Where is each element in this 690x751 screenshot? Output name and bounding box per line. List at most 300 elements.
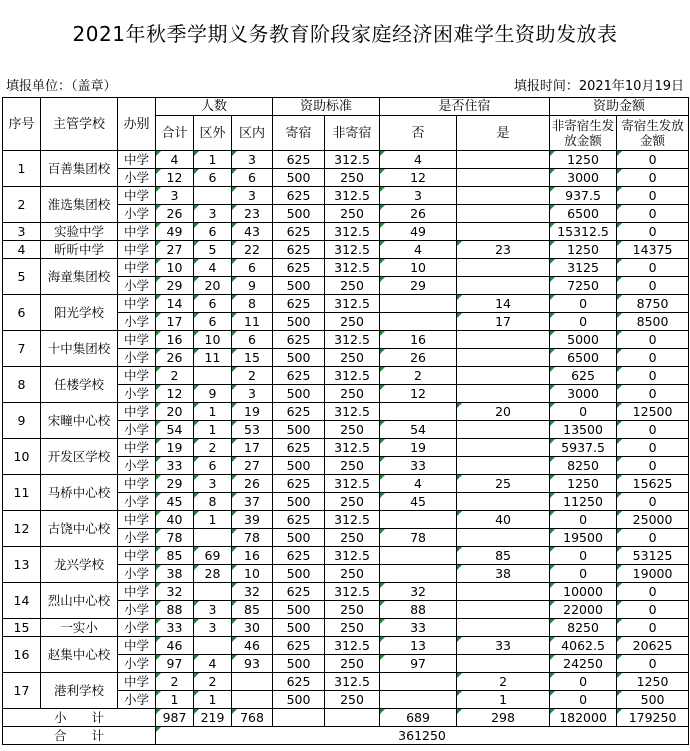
cell-level: 小学 (118, 601, 156, 619)
cell-outside: 1 (194, 403, 232, 421)
cell-outside: 1 (194, 511, 232, 529)
cell-school: 百善集团校 (41, 151, 118, 187)
cell-no-res: 45 (380, 493, 457, 511)
cell-total: 26 (156, 349, 194, 367)
table-row (3, 475, 689, 493)
cell-nb-amount: 0 (550, 295, 617, 313)
cell-no-res: 26 (380, 205, 457, 223)
cell-no-res (380, 673, 457, 691)
table-row (3, 673, 689, 691)
cell-inside: 10 (232, 565, 273, 583)
cell-no-res: 2 (380, 367, 457, 385)
cell-total: 45 (156, 493, 194, 511)
cell-outside: 2 (194, 439, 232, 457)
cell-nonboarding: 312.5 (325, 331, 380, 349)
cell-nb-amount: 1250 (550, 241, 617, 259)
cell-yes-res: 23 (457, 241, 550, 259)
table-row (3, 187, 689, 205)
cell-b-amount: 0 (617, 367, 689, 385)
cell-no: 14 (3, 583, 41, 619)
page-title: 2021年秋季学期义务教育阶段家庭经济困难学生资助发放表 (72, 22, 618, 46)
cell-yes-res: 25 (457, 475, 550, 493)
table-row (3, 241, 689, 259)
cell-yes-res (457, 187, 550, 205)
cell-b-amount: 15625 (617, 475, 689, 493)
cell-boarding: 625 (273, 367, 325, 385)
cell-boarding: 625 (273, 151, 325, 169)
cell-school: 港利学校 (41, 673, 118, 709)
cell-no-res (380, 565, 457, 583)
cell-inside: 32 (232, 583, 273, 601)
cell-yes-res (457, 601, 550, 619)
cell-school: 烈山中心校 (41, 583, 118, 619)
cell-yes-res: 85 (457, 547, 550, 565)
subtotal-outside: 219 (194, 709, 232, 727)
cell-boarding: 625 (273, 511, 325, 529)
cell-inside: 43 (232, 223, 273, 241)
header-total: 合计 (156, 116, 194, 151)
cell-b-amount: 0 (617, 277, 689, 295)
cell-outside: 5 (194, 241, 232, 259)
cell-outside: 4 (194, 655, 232, 673)
cell-total: 2 (156, 673, 194, 691)
cell-nonboarding: 312.5 (325, 223, 380, 241)
cell-b-amount: 500 (617, 691, 689, 709)
cell-boarding: 500 (273, 205, 325, 223)
cell-b-amount: 14375 (617, 241, 689, 259)
cell-yes-res (457, 439, 550, 457)
cell-nb-amount: 3000 (550, 169, 617, 187)
cell-boarding: 500 (273, 169, 325, 187)
cell-b-amount: 0 (617, 349, 689, 367)
cell-no-res: 4 (380, 475, 457, 493)
cell-boarding: 500 (273, 655, 325, 673)
cell-nb-amount: 3000 (550, 385, 617, 403)
cell-b-amount: 0 (617, 223, 689, 241)
cell-nb-amount: 0 (550, 403, 617, 421)
cell-outside: 1 (194, 421, 232, 439)
cell-level: 小学 (118, 385, 156, 403)
cell-inside: 22 (232, 241, 273, 259)
cell-total: 97 (156, 655, 194, 673)
cell-nb-amount: 22000 (550, 601, 617, 619)
cell-boarding: 500 (273, 421, 325, 439)
cell-no-res: 13 (380, 637, 457, 655)
cell-nb-amount: 8250 (550, 457, 617, 475)
cell-boarding: 625 (273, 403, 325, 421)
cell-total: 19 (156, 439, 194, 457)
cell-total: 29 (156, 475, 194, 493)
cell-yes-res (457, 349, 550, 367)
cell-b-amount: 0 (617, 619, 689, 637)
cell-boarding: 500 (273, 529, 325, 547)
cell-no-res (380, 691, 457, 709)
cell-nonboarding: 312.5 (325, 637, 380, 655)
cell-boarding: 500 (273, 493, 325, 511)
cell-school: 任楼学校 (41, 367, 118, 403)
cell-boarding: 625 (273, 259, 325, 277)
cell-b-amount: 19000 (617, 565, 689, 583)
header-level: 办别 (118, 98, 156, 151)
subtotal-nb-amount: 182000 (550, 709, 617, 727)
cell-outside: 3 (194, 475, 232, 493)
cell-total: 16 (156, 331, 194, 349)
cell-yes-res (457, 331, 550, 349)
cell-inside: 93 (232, 655, 273, 673)
cell-inside (232, 691, 273, 709)
cell-inside: 6 (232, 331, 273, 349)
cell-no-res (380, 313, 457, 331)
cell-no: 11 (3, 475, 41, 511)
cell-nonboarding: 250 (325, 277, 380, 295)
cell-outside: 9 (194, 385, 232, 403)
cell-inside: 53 (232, 421, 273, 439)
cell-inside: 3 (232, 187, 273, 205)
cell-no: 12 (3, 511, 41, 547)
cell-nb-amount: 7250 (550, 277, 617, 295)
cell-inside: 30 (232, 619, 273, 637)
cell-level: 小学 (118, 313, 156, 331)
cell-b-amount: 53125 (617, 547, 689, 565)
cell-inside: 6 (232, 169, 273, 187)
header-yes-residence: 是 (457, 116, 550, 151)
cell-nonboarding: 250 (325, 205, 380, 223)
cell-no-res: 33 (380, 457, 457, 475)
cell-inside: 15 (232, 349, 273, 367)
cell-no: 6 (3, 295, 41, 331)
cell-outside: 6 (194, 169, 232, 187)
cell-total: 3 (156, 187, 194, 205)
grand-value: 361250 (156, 727, 689, 745)
cell-level: 小学 (118, 655, 156, 673)
cell-level: 小学 (118, 529, 156, 547)
cell-no-res: 4 (380, 151, 457, 169)
cell-yes-res (457, 529, 550, 547)
cell-total: 4 (156, 151, 194, 169)
cell-yes-res: 38 (457, 565, 550, 583)
cell-inside: 17 (232, 439, 273, 457)
cell-total: 33 (156, 619, 194, 637)
cell-school: 龙兴学校 (41, 547, 118, 583)
cell-boarding: 500 (273, 457, 325, 475)
cell-nonboarding: 250 (325, 457, 380, 475)
cell-nonboarding: 250 (325, 691, 380, 709)
cell-boarding: 625 (273, 331, 325, 349)
table-row (3, 259, 689, 277)
cell-nonboarding: 250 (325, 655, 380, 673)
funding-table (2, 97, 689, 745)
cell-level: 小学 (118, 169, 156, 187)
subtotal-empty-b (325, 709, 380, 727)
cell-inside: 37 (232, 493, 273, 511)
cell-school: 实验中学 (41, 223, 118, 241)
cell-inside: 19 (232, 403, 273, 421)
cell-no-res: 3 (380, 187, 457, 205)
header-nonboarding: 非寄宿 (325, 116, 380, 151)
cell-no: 16 (3, 637, 41, 673)
cell-level: 小学 (118, 565, 156, 583)
grand-label: 合 计 (3, 727, 156, 745)
cell-inside: 27 (232, 457, 273, 475)
cell-level: 中学 (118, 367, 156, 385)
cell-yes-res (457, 367, 550, 385)
cell-nb-amount: 1250 (550, 475, 617, 493)
header-nb-amount: 非寄宿生发放金额 (550, 116, 617, 151)
cell-inside: 3 (232, 385, 273, 403)
cell-boarding: 500 (273, 313, 325, 331)
cell-outside: 6 (194, 313, 232, 331)
cell-no: 2 (3, 187, 41, 223)
cell-yes-res: 33 (457, 637, 550, 655)
cell-level: 中学 (118, 547, 156, 565)
cell-no-res (380, 547, 457, 565)
cell-school: 阳光学校 (41, 295, 118, 331)
date-label: 填报时间：2021年10月19日 (513, 79, 684, 94)
cell-nb-amount: 3125 (550, 259, 617, 277)
header-residence: 是否住宿 (380, 98, 550, 116)
cell-inside: 78 (232, 529, 273, 547)
subtotal-label: 小 计 (3, 709, 156, 727)
cell-yes-res (457, 385, 550, 403)
cell-nonboarding: 312.5 (325, 187, 380, 205)
cell-no-res: 10 (380, 259, 457, 277)
cell-total: 12 (156, 385, 194, 403)
cell-no-res (380, 295, 457, 313)
cell-inside: 6 (232, 259, 273, 277)
cell-school: 马桥中心校 (41, 475, 118, 511)
cell-boarding: 625 (273, 439, 325, 457)
cell-no-res: 16 (380, 331, 457, 349)
cell-yes-res: 14 (457, 295, 550, 313)
cell-outside: 20 (194, 277, 232, 295)
cell-level: 小学 (118, 421, 156, 439)
table-row (3, 511, 689, 529)
header-b-amount: 寄宿生发放金额 (617, 116, 689, 151)
cell-level: 小学 (118, 277, 156, 295)
cell-boarding: 625 (273, 241, 325, 259)
cell-nonboarding: 250 (325, 529, 380, 547)
cell-no: 3 (3, 223, 41, 241)
cell-total: 17 (156, 313, 194, 331)
grand-total-row (3, 727, 689, 745)
cell-b-amount: 1250 (617, 673, 689, 691)
cell-inside: 23 (232, 205, 273, 223)
cell-nb-amount: 6500 (550, 205, 617, 223)
cell-b-amount: 0 (617, 169, 689, 187)
cell-b-amount: 0 (617, 205, 689, 223)
cell-no-res: 54 (380, 421, 457, 439)
cell-school: 十中集团校 (41, 331, 118, 367)
cell-nb-amount: 0 (550, 691, 617, 709)
cell-nonboarding: 312.5 (325, 511, 380, 529)
cell-no-res: 19 (380, 439, 457, 457)
cell-nb-amount: 1250 (550, 151, 617, 169)
cell-nb-amount: 4062.5 (550, 637, 617, 655)
cell-no-res (380, 403, 457, 421)
cell-no-res: 12 (380, 169, 457, 187)
table-row (3, 619, 689, 637)
cell-total: 20 (156, 403, 194, 421)
cell-nb-amount: 5937.5 (550, 439, 617, 457)
cell-b-amount: 0 (617, 601, 689, 619)
header-boarding: 寄宿 (273, 116, 325, 151)
cell-nb-amount: 625 (550, 367, 617, 385)
cell-total: 12 (156, 169, 194, 187)
cell-inside (232, 673, 273, 691)
cell-school: 海童集团校 (41, 259, 118, 295)
cell-nb-amount: 937.5 (550, 187, 617, 205)
cell-nonboarding: 250 (325, 601, 380, 619)
cell-no: 17 (3, 673, 41, 709)
cell-level: 中学 (118, 511, 156, 529)
cell-level: 中学 (118, 241, 156, 259)
cell-no: 4 (3, 241, 41, 259)
cell-nonboarding: 250 (325, 313, 380, 331)
cell-nonboarding: 312.5 (325, 367, 380, 385)
cell-outside: 3 (194, 619, 232, 637)
cell-nb-amount: 0 (550, 673, 617, 691)
table-row (3, 367, 689, 385)
cell-total: 33 (156, 457, 194, 475)
cell-yes-res (457, 457, 550, 475)
cell-boarding: 500 (273, 601, 325, 619)
cell-outside: 11 (194, 349, 232, 367)
cell-boarding: 625 (273, 637, 325, 655)
cell-total: 46 (156, 637, 194, 655)
cell-level: 中学 (118, 187, 156, 205)
cell-total: 2 (156, 367, 194, 385)
cell-level: 中学 (118, 151, 156, 169)
table-row (3, 583, 689, 601)
cell-no-res (380, 511, 457, 529)
cell-boarding: 500 (273, 349, 325, 367)
cell-no-res: 33 (380, 619, 457, 637)
cell-nonboarding: 312.5 (325, 151, 380, 169)
cell-no: 8 (3, 367, 41, 403)
subtotal-no-res: 689 (380, 709, 457, 727)
header-school: 主管学校 (41, 98, 118, 151)
cell-boarding: 625 (273, 187, 325, 205)
cell-level: 小学 (118, 205, 156, 223)
cell-inside: 46 (232, 637, 273, 655)
cell-outside: 8 (194, 493, 232, 511)
cell-outside (194, 367, 232, 385)
cell-no-res: 12 (380, 385, 457, 403)
cell-nonboarding: 312.5 (325, 547, 380, 565)
cell-boarding: 625 (273, 583, 325, 601)
cell-nonboarding: 250 (325, 349, 380, 367)
cell-yes-res (457, 421, 550, 439)
cell-b-amount: 0 (617, 385, 689, 403)
cell-inside: 3 (232, 151, 273, 169)
cell-b-amount: 12500 (617, 403, 689, 421)
cell-school: 昕昕中学 (41, 241, 118, 259)
cell-no: 7 (3, 331, 41, 367)
cell-outside: 28 (194, 565, 232, 583)
cell-b-amount: 0 (617, 493, 689, 511)
cell-yes-res: 17 (457, 313, 550, 331)
cell-total: 85 (156, 547, 194, 565)
cell-school: 宋疃中心校 (41, 403, 118, 439)
cell-nb-amount: 10000 (550, 583, 617, 601)
cell-inside: 26 (232, 475, 273, 493)
cell-b-amount: 8500 (617, 313, 689, 331)
cell-yes-res (457, 277, 550, 295)
cell-yes-res (457, 655, 550, 673)
cell-total: 38 (156, 565, 194, 583)
cell-school: 赵集中心校 (41, 637, 118, 673)
cell-level: 中学 (118, 673, 156, 691)
table-row (3, 439, 689, 457)
header-outside: 区外 (194, 116, 232, 151)
cell-boarding: 625 (273, 475, 325, 493)
cell-boarding: 500 (273, 385, 325, 403)
cell-level: 中学 (118, 475, 156, 493)
cell-inside: 39 (232, 511, 273, 529)
table-row (3, 403, 689, 421)
cell-yes-res (457, 223, 550, 241)
cell-yes-res (457, 259, 550, 277)
cell-nonboarding: 312.5 (325, 673, 380, 691)
cell-nonboarding: 312.5 (325, 295, 380, 313)
subtotal-b-amount: 179250 (617, 709, 689, 727)
cell-outside: 6 (194, 295, 232, 313)
cell-b-amount: 0 (617, 187, 689, 205)
cell-outside: 4 (194, 259, 232, 277)
cell-no-res: 97 (380, 655, 457, 673)
cell-no: 15 (3, 619, 41, 637)
cell-level: 中学 (118, 259, 156, 277)
cell-nb-amount: 24250 (550, 655, 617, 673)
cell-boarding: 500 (273, 565, 325, 583)
cell-inside: 11 (232, 313, 273, 331)
cell-b-amount: 0 (617, 439, 689, 457)
cell-nonboarding: 250 (325, 565, 380, 583)
subtotal-total: 987 (156, 709, 194, 727)
cell-inside: 8 (232, 295, 273, 313)
cell-b-amount: 0 (617, 583, 689, 601)
cell-b-amount: 25000 (617, 511, 689, 529)
cell-yes-res: 40 (457, 511, 550, 529)
cell-total: 49 (156, 223, 194, 241)
cell-level: 小学 (118, 349, 156, 367)
cell-level: 中学 (118, 583, 156, 601)
cell-nonboarding: 312.5 (325, 583, 380, 601)
header-people: 人数 (156, 98, 273, 116)
cell-inside: 9 (232, 277, 273, 295)
cell-level: 中学 (118, 331, 156, 349)
cell-boarding: 625 (273, 295, 325, 313)
cell-nb-amount: 0 (550, 547, 617, 565)
cell-no: 1 (3, 151, 41, 187)
cell-inside: 2 (232, 367, 273, 385)
cell-nb-amount: 15312.5 (550, 223, 617, 241)
cell-inside: 16 (232, 547, 273, 565)
cell-outside: 3 (194, 205, 232, 223)
table-row (3, 637, 689, 655)
cell-boarding: 625 (273, 547, 325, 565)
cell-no: 5 (3, 259, 41, 295)
cell-yes-res (457, 205, 550, 223)
cell-outside (194, 583, 232, 601)
cell-b-amount: 20625 (617, 637, 689, 655)
cell-outside: 69 (194, 547, 232, 565)
cell-no-res: 4 (380, 241, 457, 259)
cell-school: 古饶中心校 (41, 511, 118, 547)
subtotal-empty-a (273, 709, 325, 727)
header-amount: 资助金额 (550, 98, 689, 116)
cell-nb-amount: 0 (550, 565, 617, 583)
